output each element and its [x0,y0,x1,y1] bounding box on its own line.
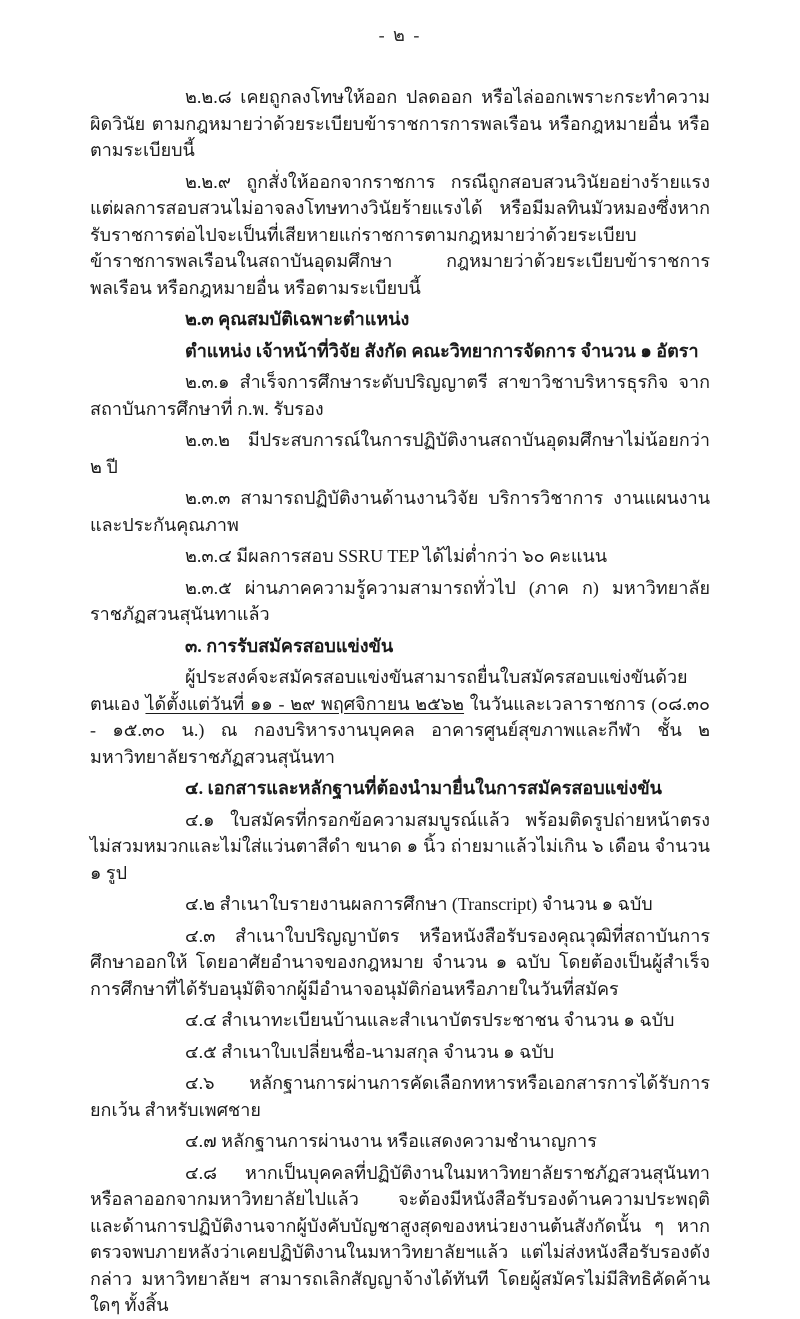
clause-2-3-4 [90,543,710,570]
text-run: ๔.๒ สำเนาใบรายงานผลการศึกษา (Transcript) จำนวน ๑ ฉบับ [185,894,653,914]
text-run: ตำแหน่ง เจ้าหน้าที่วิจัย สังกัด คณะวิทยาการจัดการ จำนวน ๑ อัตรา [185,340,699,361]
clause-4-7 [90,1128,710,1155]
text-run: ๔.๗ หลักฐานการผ่านงาน หรือแสดงความชำนาญการ [185,1131,597,1151]
document-body [90,84,710,1319]
text-run: ๔.๘ หากเป็นบุคคลที่ปฏิบัติงานในมหาวิทยาลัยราชภัฏสวนสุนันทา หรือลาออกจากมหาวิทยาลัยไปแล้ว จะต้องมีหนังสือรับรองด้านความประพฤติ และด้านการปฏิบัติงานจากผู้บังคับบัญชาสูงสุดของหน่วยงานต้นสังกัดนั้น ๆ หากตรวจพบภายหลังว่าเคยปฏิบัติงานในมหาวิทยาลัยฯแล้ว แต่ไม่ส่งหนังสือรับรองดังกล่าว มหาวิทยาลัยฯ สามารถเลิกสัญญาจ้างได้ทันที โดยผู้สมัครไม่มีสิทธิคัดค้านใดๆ ทั้งสิ้น [90,1162,710,1315]
application-paragraph [90,664,710,770]
text-run: ๔.๔ สำเนาทะเบียนบ้านและสำเนาบัตรประชาชน จำนวน ๑ ฉบับ [185,1010,675,1030]
text-run: ๒.๓.๔ มีผลการสอบ SSRU TEP ได้ไม่ต่ำกว่า ๖๐ คะแนน [185,546,608,566]
clause-4-3 [90,923,710,1003]
text-run: ๒.๓.๒ มีประสบการณ์ในการปฏิบัติงานสถาบันอุดมศึกษาไม่น้อยกว่า ๒ ปี [90,430,710,477]
clause-4-1 [90,807,710,887]
underlined-text-run: ได้ตั้งแต่วันที่ ๑๑ - ๒๙ พฤศจิกายน ๒๕๖๒ [145,693,465,714]
clause-2-2-9 [90,169,710,302]
clause-4-8 [90,1160,710,1319]
clause-2-3-5 [90,575,710,628]
clause-4-2 [90,891,710,918]
text-run: ๒.๓.๕ ผ่านภาคความรู้ความสามารถทั่วไป (ภาค ก) มหาวิทยาลัยราชภัฏสวนสุนันทาแล้ว [90,577,710,624]
heading-2-3 [90,306,710,333]
text-run: ๔.๖ หลักฐานการผ่านการคัดเลือกทหารหรือเอกสารการได้รับการยกเว้น สำหรับเพศชาย [90,1073,710,1120]
text-run: ๔.๕ สำเนาใบเปลี่ยนชื่อ-นามสกุล จำนวน ๑ ฉบับ [185,1041,555,1062]
clause-4-6 [90,1070,710,1123]
text-run: ๒.๓ คุณสมบัติเฉพาะตำแหน่ง [185,309,410,329]
heading-3 [90,633,710,660]
text-run: ๔.๓ สำเนาใบปริญญาบัตร หรือหนังสือรับรองคุณวุฒิที่สถาบันการศึกษาออกให้ โดยอาศัยอำนาจของกฎหมาย จำนวน ๑ ฉบับ โดยต้องเป็นผู้สำเร็จการศึกษาที่ได้รับอนุมัติจากผู้มีอำนาจอนุมัติก่อนหรือภายในวันที่สมัคร [90,925,710,999]
clause-2-3-2 [90,427,710,480]
text-run: ๓. การรับสมัครสอบแข่งขัน [185,635,394,656]
text-run: ๒.๓.๓ สามารถปฏิบัติงานด้านงานวิจัย บริการวิชาการ งานแผนงานและประกันคุณภาพ [90,488,710,535]
page-number: - ๒ - [378,25,422,45]
heading-4 [90,775,710,802]
text-run: ๔. เอกสารและหลักฐานที่ต้องนำมายื่นในการสมัครสอบแข่งขัน [185,778,662,798]
clause-2-3-1 [90,369,710,422]
clause-4-4 [90,1007,710,1034]
clause-2-3-3 [90,485,710,538]
clause-4-5 [90,1039,710,1066]
text-run: ในวันและเวลาราชการ (๐๘.๓๐ - ๑๕.๓๐ น.) ณ กองบริหารงานบุคคล อาคารศูนย์สุขภาพและกีฬา ชั้น ๒ มหาวิทยาลัยราชภัฏสวนสุนันทา [90,693,710,767]
text-run: ผู้ประสงค์จะสมัครสอบแข่งขันสามารถยื่นใบสมัครสอบแข่งขันด้วยตนเอง [90,667,688,714]
text-run: ๔.๑ ใบสมัครที่กรอกข้อความสมบูรณ์แล้ว พร้อมติดรูปถ่ายหน้าตรง ไม่สวมหมวกและไม่ใส่แว่นตาสีดำ ขนาด ๑ นิ้ว ถ่ายมาแล้วไม่เกิน ๖ เดือน จำนวน ๑ รูป [90,809,710,883]
text-run: ๒.๒.๘ เคยถูกลงโทษให้ออก ปลดออก หรือไล่ออกเพราะกระทำความผิดวินัย ตามกฎหมายว่าด้วยระเบียบข้าราชการการพลเรือน หรือกฎหมายอื่น หรือตามระเบียบนี้ [90,87,710,160]
clause-2-2-8 [90,84,710,164]
position-heading [90,338,710,365]
text-run: ๒.๒.๙ ถูกสั่งให้ออกจากราชการ กรณีถูกสอบสวนวินัยอย่างร้ายแรงแต่ผลการสอบสวนไม่อาจลงโทษทางวินัยร้ายแรงได้ หรือมีมลทินมัวหมองซึ่งหากรับราชการต่อไปจะเป็นที่เสียหายแก่ราชการตามกฎหมายว่าด้วยระเบียบข้าราชการพลเรือนในสถาบันอุดมศึกษา กฎหมายว่าด้วยระเบียบข้าราชการพลเรือน หรือกฎหมายอื่น หรือตามระเบียบนี้ [90,171,710,298]
text-run: ๒.๓.๑ สำเร็จการศึกษาระดับปริญญาตรี สาขาวิชาบริหารธุรกิจ จากสถาบันการศึกษาที่ ก.พ. รับรอง [90,372,710,419]
